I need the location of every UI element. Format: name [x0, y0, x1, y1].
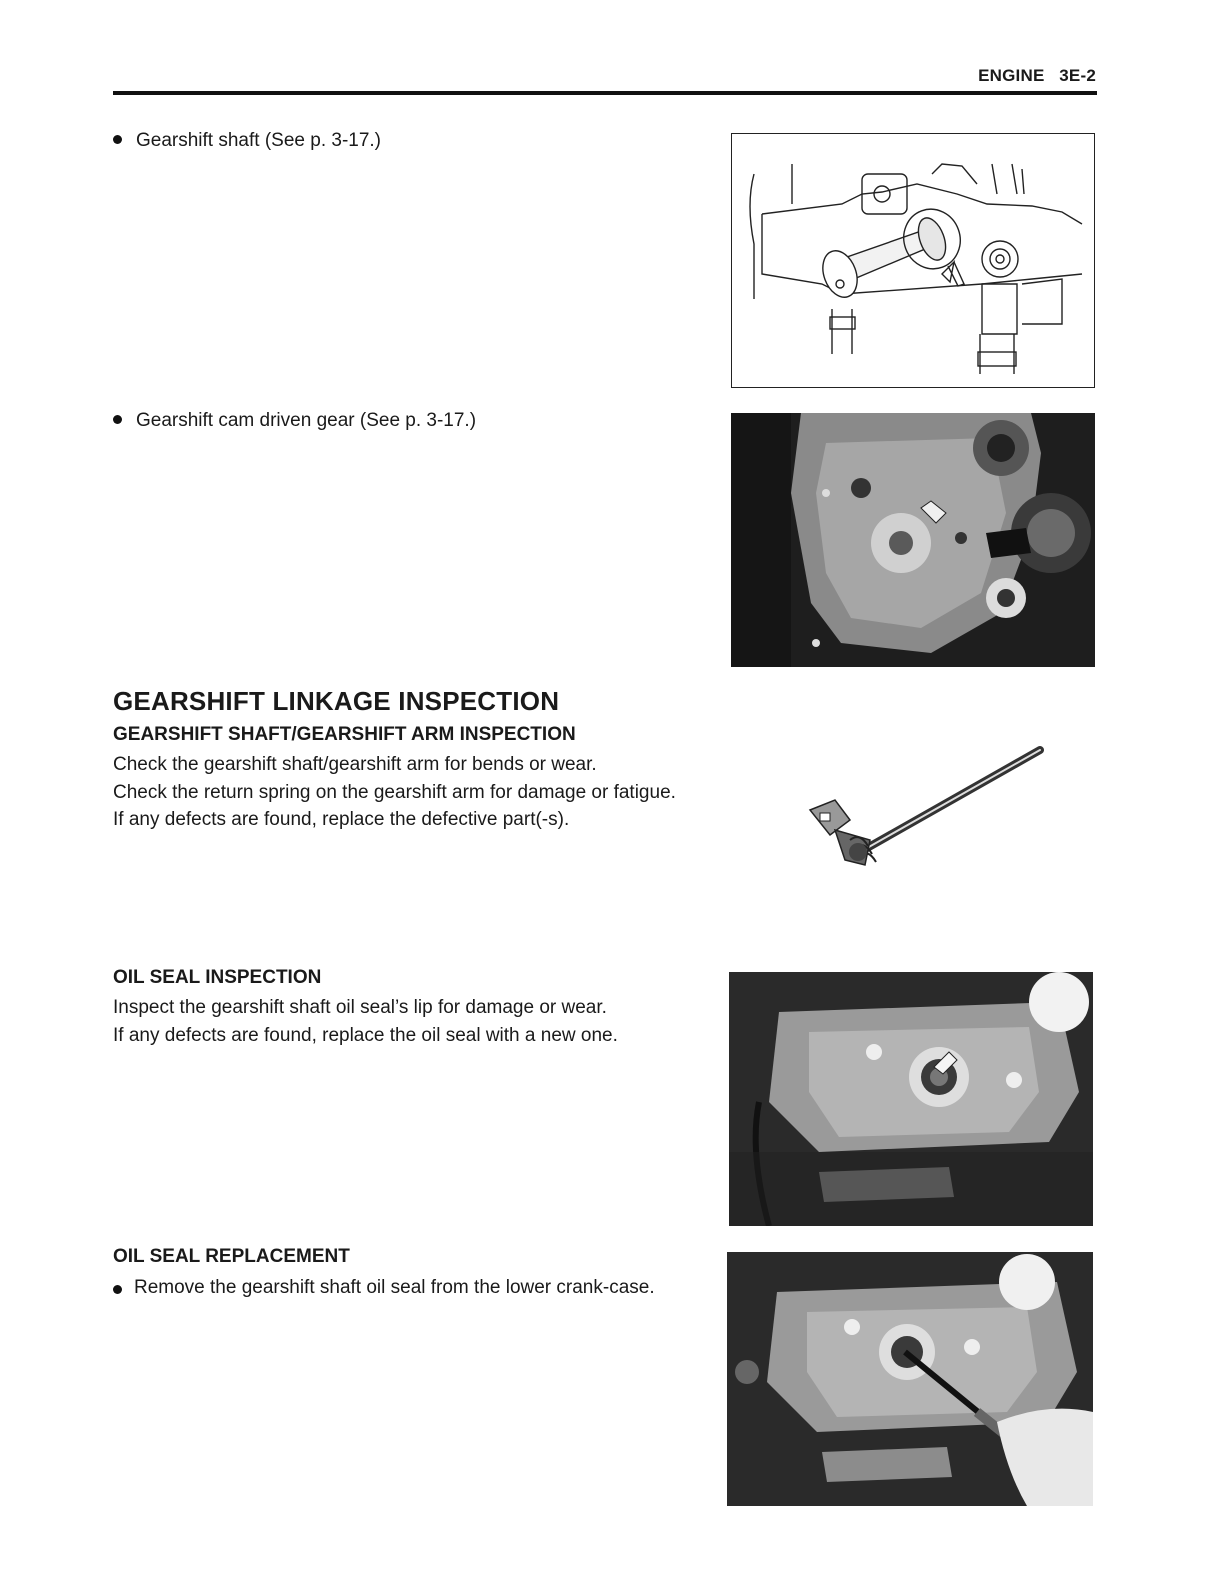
bullet-dot-icon	[113, 135, 122, 144]
bullet-text: Gearshift shaft (See p. 3-17.)	[136, 130, 382, 151]
bullet-text: Remove the gearshift shaft oil seal from the lower crank-case.	[134, 1277, 655, 1298]
linkage-text-2: Check the return spring on the gearshift arm for damage or fatigue.	[113, 781, 676, 803]
bullet-gearshift-shaft	[113, 127, 381, 154]
figure-gearshift-shaft-drawing	[731, 133, 1095, 388]
oil-seal-inspection-text-1: Inspect the gearshift shaft oil seal’s lip for damage or wear.	[113, 997, 607, 1018]
figure-oil-seal-removal-photo	[727, 1252, 1093, 1506]
bullet-text: Gearshift cam driven gear (See p. 3-17.)	[136, 410, 477, 431]
subsection-title-shaft-arm-inspection: GEARSHIFT SHAFT/GEARSHIFT ARM INSPECTION	[113, 724, 576, 745]
linkage-text-1: Check the gearshift shaft/gearshift arm for bends or wear.	[113, 754, 597, 775]
page-header	[978, 66, 1096, 86]
bullet-cam-driven-gear	[113, 407, 476, 434]
bullet-remove-oil-seal	[113, 1274, 695, 1301]
header-page-number: 3E-2	[1059, 66, 1096, 85]
section-title-oil-seal-inspection: OIL SEAL INSPECTION	[113, 967, 322, 988]
bullet-dot-icon	[113, 415, 122, 424]
header-section: ENGINE	[978, 66, 1045, 85]
figure-gearshift-shaft-arm	[790, 740, 1050, 880]
linkage-paragraph	[113, 751, 695, 834]
section-title-oil-seal-replacement: OIL SEAL REPLACEMENT	[113, 1246, 350, 1267]
bullet-dot-icon	[113, 1285, 122, 1294]
header-rule	[113, 91, 1097, 95]
oil-seal-inspection-paragraph	[113, 994, 695, 1049]
oil-seal-inspection-text-2: If any defects are found, replace the oil seal with a new one.	[113, 1024, 618, 1046]
figure-oil-seal-photo	[729, 972, 1093, 1226]
section-title-linkage-inspection: GEARSHIFT LINKAGE INSPECTION	[113, 686, 560, 716]
figure-cam-driven-gear-photo	[731, 413, 1095, 667]
linkage-text-3: If any defects are found, replace the defective part(-s).	[113, 809, 570, 830]
